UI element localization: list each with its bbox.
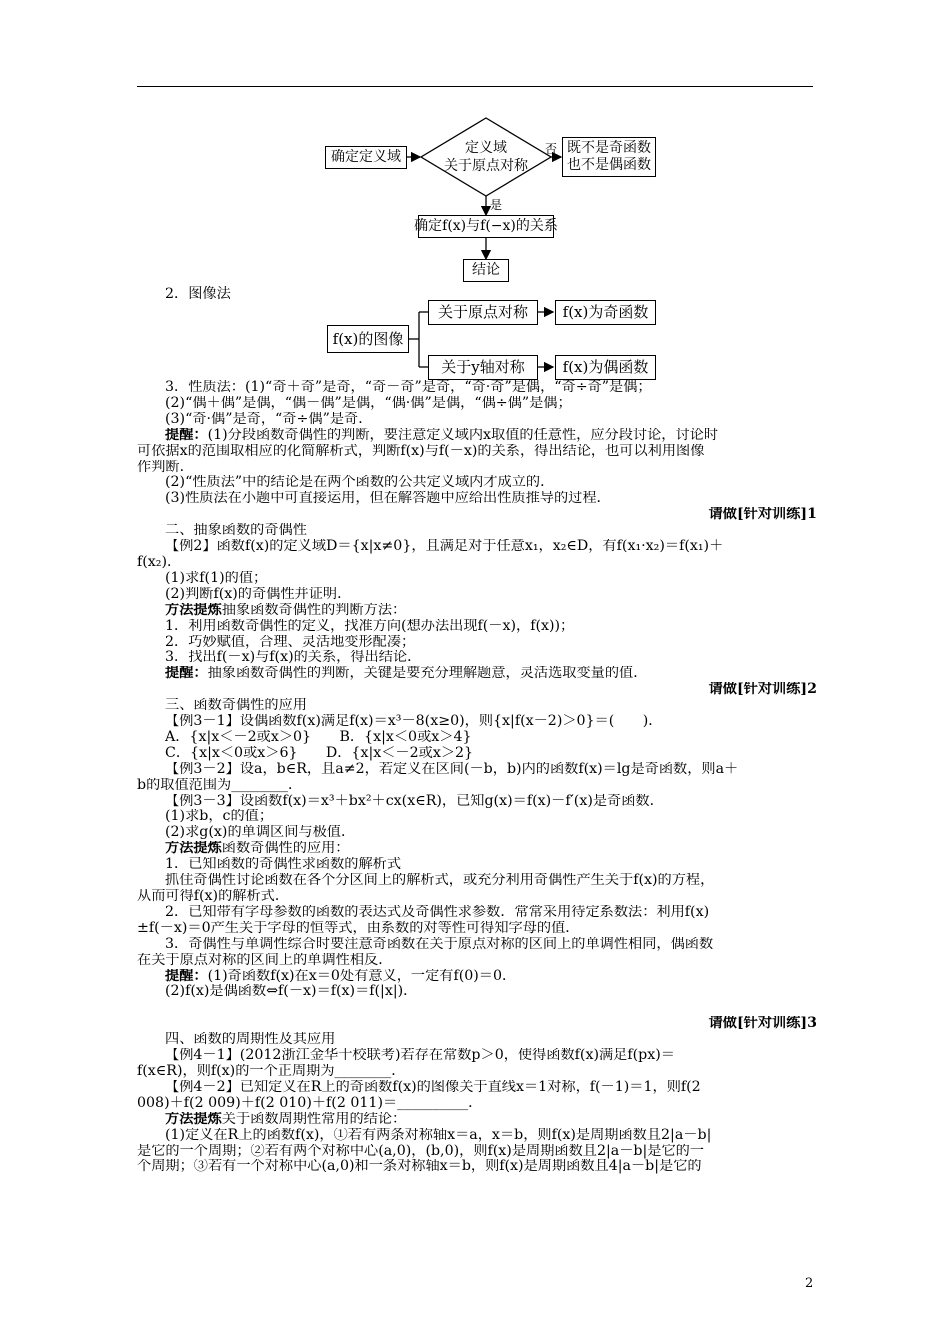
- line-text: 可依据x的范围取相应的化简解析式，判断f(x)与f(－x)的关系，得出结论，也可以利用图像: [137, 443, 705, 459]
- text-line: [137, 682, 817, 698]
- text-line: [137, 1064, 817, 1080]
- text-line: [137, 889, 817, 905]
- text-line: [137, 1159, 817, 1175]
- yes-label: 是: [490, 198, 503, 212]
- line-text: 四、函数的周期性及其应用: [165, 1032, 336, 1048]
- line-text: 函数奇偶性的应用：: [221, 841, 350, 857]
- text-line: [137, 1080, 817, 1096]
- text-line: [137, 412, 817, 428]
- bold-lead: 提醒：: [165, 666, 208, 682]
- text-line: [137, 650, 817, 666]
- line-text: (3)性质法在小题中可直接运用，但在解答题中应给出性质推导的过程．: [165, 491, 611, 507]
- body-text: [137, 380, 817, 1175]
- line-text: (2)求g(x)的单调区间与极值．: [165, 825, 356, 841]
- line-text: 3．性质法：(1)“奇＋奇”是奇，“奇－奇”是奇，“奇·奇”是偶，“奇÷奇”是偶；: [165, 380, 652, 395]
- line-text: (1)定义在R上的函数f(x)，①若有两条对称轴x＝a，x＝b，则f(x)是周期函数且2|a－b|: [165, 1127, 712, 1143]
- relation-step-box: 确定f(x)与f(−x)的关系: [418, 215, 554, 238]
- line-text: (1)求b，c的值；: [165, 809, 274, 825]
- text-line: [137, 714, 817, 730]
- line-text: 个周期；③若有一个对称中心(a,0)和一条对称轴x＝b，则f(x)是周期函数且4|a－b|是它的: [137, 1159, 702, 1175]
- text-line: [137, 571, 817, 587]
- origin-symmetry-box: 关于原点对称: [428, 300, 538, 325]
- page-number: 2: [805, 1276, 814, 1291]
- text-line: [137, 555, 817, 571]
- text-line: [137, 809, 817, 825]
- line-text: 1．利用函数奇偶性的定义，找准方向(想办法出现f(－x)，f(x))；: [165, 618, 575, 634]
- no-label: 否: [545, 142, 558, 156]
- bold-lead: 方法提炼: [165, 841, 222, 857]
- text-line: [137, 635, 817, 651]
- line-text: 三、函数奇偶性的应用: [165, 698, 307, 714]
- text-line: [137, 698, 817, 714]
- line-text: 抽象函数奇偶性的判断，关键是要充分理解题意，灵活选取变量的值．: [207, 666, 648, 682]
- text-line: [137, 1032, 817, 1048]
- text-line: [137, 1000, 817, 1016]
- text-line: [137, 507, 817, 523]
- line-text: (3)“奇·偶”是奇，“奇÷偶”是奇．: [165, 411, 373, 427]
- line-text: 请做[针对训练]3: [708, 1016, 817, 1032]
- decision-text: [436, 139, 536, 175]
- text-line: [137, 746, 817, 762]
- line-text: A．{x|x＜－2或x＞0} B．{x|x＜0或x＞4}: [165, 729, 472, 745]
- conclusion-box: 结论: [463, 259, 509, 282]
- line-text: (2)f(x)是偶函数⇔f(－x)＝f(x)＝f(|x|)．: [165, 984, 418, 1000]
- text-line: [137, 396, 817, 412]
- text-line: [137, 762, 817, 778]
- text-line: [137, 491, 817, 507]
- line-text: 【例3－1】设偶函数f(x)满足f(x)＝x³－8(x≥0)，则{x|f(x－2)＞0}＝( )．: [165, 714, 663, 730]
- text-line: [137, 905, 817, 921]
- decision-line-2: 关于原点对称: [444, 158, 528, 174]
- text-line: [137, 539, 817, 555]
- text-line: [137, 523, 817, 539]
- line-text: (2)判断f(x)的奇偶性并证明．: [165, 586, 352, 602]
- no-result-line-2: 也不是偶函数: [567, 157, 651, 173]
- line-text: 008)＋f(2 009)＋f(2 010)＋f(2 011)＝__________．: [137, 1095, 483, 1111]
- text-line: [137, 428, 817, 444]
- line-text: 【例4－1】(2012浙江金华十校联考)若存在常数p＞0，使得函数f(x)满足f(px)＝: [165, 1048, 675, 1064]
- text-line: [137, 603, 817, 619]
- even-function-box: f(x)为偶函数: [555, 355, 656, 380]
- line-text: f(x₂)．: [137, 554, 182, 570]
- line-text: 【例3－3】设函数f(x)＝x³＋bx²＋cx(x∈R)，已知g(x)＝f(x)－f′(x)是奇函数．: [165, 793, 664, 809]
- line-text: 2．巧妙赋值，合理、灵活地变形配凑；: [165, 634, 416, 650]
- bold-lead: 方法提炼: [165, 1111, 222, 1127]
- y-axis-symmetry-box: 关于y轴对称: [428, 355, 538, 380]
- no-result-line-1: 既不是奇函数: [567, 140, 651, 156]
- line-text: C．{x|x＜0或x＞6} D．{x|x＜－2或x＞2}: [165, 745, 474, 761]
- text-line: [137, 475, 817, 491]
- line-text: 抓住奇偶性讨论函数在各个分区间上的解析式，或充分利用奇偶性产生关于f(x)的方程，: [165, 873, 715, 889]
- line-text: ±f(－x)＝0产生关于字母的恒等式，由系数的对等性可得知字母的值．: [137, 920, 580, 936]
- text-line: [137, 1144, 817, 1160]
- text-line: [137, 460, 817, 476]
- graph-box: f(x)的图像: [327, 325, 409, 353]
- line-text: (2)“偶＋偶”是偶，“偶－偶”是偶，“偶·偶”是偶，“偶÷偶”是偶；: [165, 395, 572, 411]
- bold-lead: 提醒：: [165, 968, 208, 984]
- line-text: 作判断．: [137, 459, 194, 475]
- no-result-box: [562, 137, 656, 177]
- line-text: 【例2】函数f(x)的定义域D＝{x|x≠0}，且满足对于任意x₁，x₂∈D，有f(x₁·x₂)＝f(x₁)＋: [165, 539, 724, 555]
- decision-line-1: 定义域: [465, 140, 507, 156]
- text-line: [137, 1048, 817, 1064]
- text-line: [137, 921, 817, 937]
- line-text: 2．已知带有字母参数的函数的表达式及奇偶性求参数．常常采用待定系数法：利用f(x): [165, 904, 710, 920]
- line-text: 抽象函数奇偶性的判断方法：: [221, 602, 407, 618]
- odd-function-box: f(x)为奇函数: [555, 300, 656, 325]
- text-line: [137, 444, 817, 460]
- line-text: 关于函数周期性常用的结论：: [221, 1111, 407, 1127]
- line-text: 1．已知函数的奇偶性求函数的解析式: [165, 857, 402, 873]
- line-text: 从而可得f(x)的解析式．: [137, 889, 290, 904]
- line-text: 【例4－2】已知定义在R上的奇函数f(x)的图像关于直线x＝1对称，f(－1)＝1，则f(2: [165, 1079, 701, 1095]
- line-text: (1)求f(1)的值；: [165, 570, 268, 586]
- text-line: [137, 1016, 817, 1032]
- bold-lead: 提醒：: [165, 427, 208, 443]
- text-line: [137, 1112, 817, 1128]
- line-text: (1)奇函数f(x)在x＝0处有意义，一定有f(0)＝0．: [207, 968, 517, 984]
- text-line: [137, 969, 817, 985]
- text-line: [137, 619, 817, 635]
- line-text: (1)分段函数奇偶性的判断，要注意定义域内x取值的任意性，应分段讨论，讨论时: [207, 427, 719, 443]
- line-text: 3．奇偶性与单调性综合时要注意奇函数在关于原点对称的区间上的单调性相同，偶函数: [165, 936, 714, 952]
- flow-start-box: 确定定义域: [325, 146, 407, 169]
- text-line: [137, 778, 817, 794]
- line-text: 请做[针对训练]1: [708, 507, 817, 523]
- line-text: f(x∈R)，则f(x)的一个正周期为________．: [137, 1063, 406, 1079]
- text-line: [137, 937, 817, 953]
- text-line: [137, 841, 817, 857]
- line-text: 【例3－2】设a，b∈R，且a≠2，若定义在区间(－b，b)内的函数f(x)＝lg是奇函数，则a＋: [165, 761, 739, 777]
- line-text: 3．找出f(－x)与f(x)的关系，得出结论．: [165, 650, 422, 666]
- text-line: [137, 380, 817, 396]
- text-line: [137, 984, 817, 1000]
- line-text: 请做[针对训练]2: [708, 682, 817, 698]
- text-line: [137, 953, 817, 969]
- text-line: [137, 730, 817, 746]
- method2-heading: 2．图像法: [165, 286, 231, 302]
- text-line: [137, 1096, 817, 1112]
- text-line: [137, 587, 817, 603]
- bold-lead: 方法提炼: [165, 602, 222, 618]
- text-line: [137, 794, 817, 810]
- line-text: 二、抽象函数的奇偶性: [165, 523, 307, 539]
- line-text: 在关于原点对称的区间上的单调性相反．: [137, 952, 393, 968]
- flowchart-definition-method: [0, 0, 950, 400]
- text-line: [137, 825, 817, 841]
- text-line: [137, 666, 817, 682]
- line-text: b的取值范围为________．: [137, 777, 303, 793]
- line-text: (2)“性质法”中的结论是在两个函数的公共定义域内才成立的．: [165, 475, 555, 491]
- text-line: [137, 873, 817, 889]
- text-line: [137, 857, 817, 873]
- line-text: 是它的一个周期；②若有两个对称中心(a,0)，(b,0)，则f(x)是周期函数且2|a－b|是它的一: [137, 1143, 705, 1159]
- text-line: [137, 1128, 817, 1144]
